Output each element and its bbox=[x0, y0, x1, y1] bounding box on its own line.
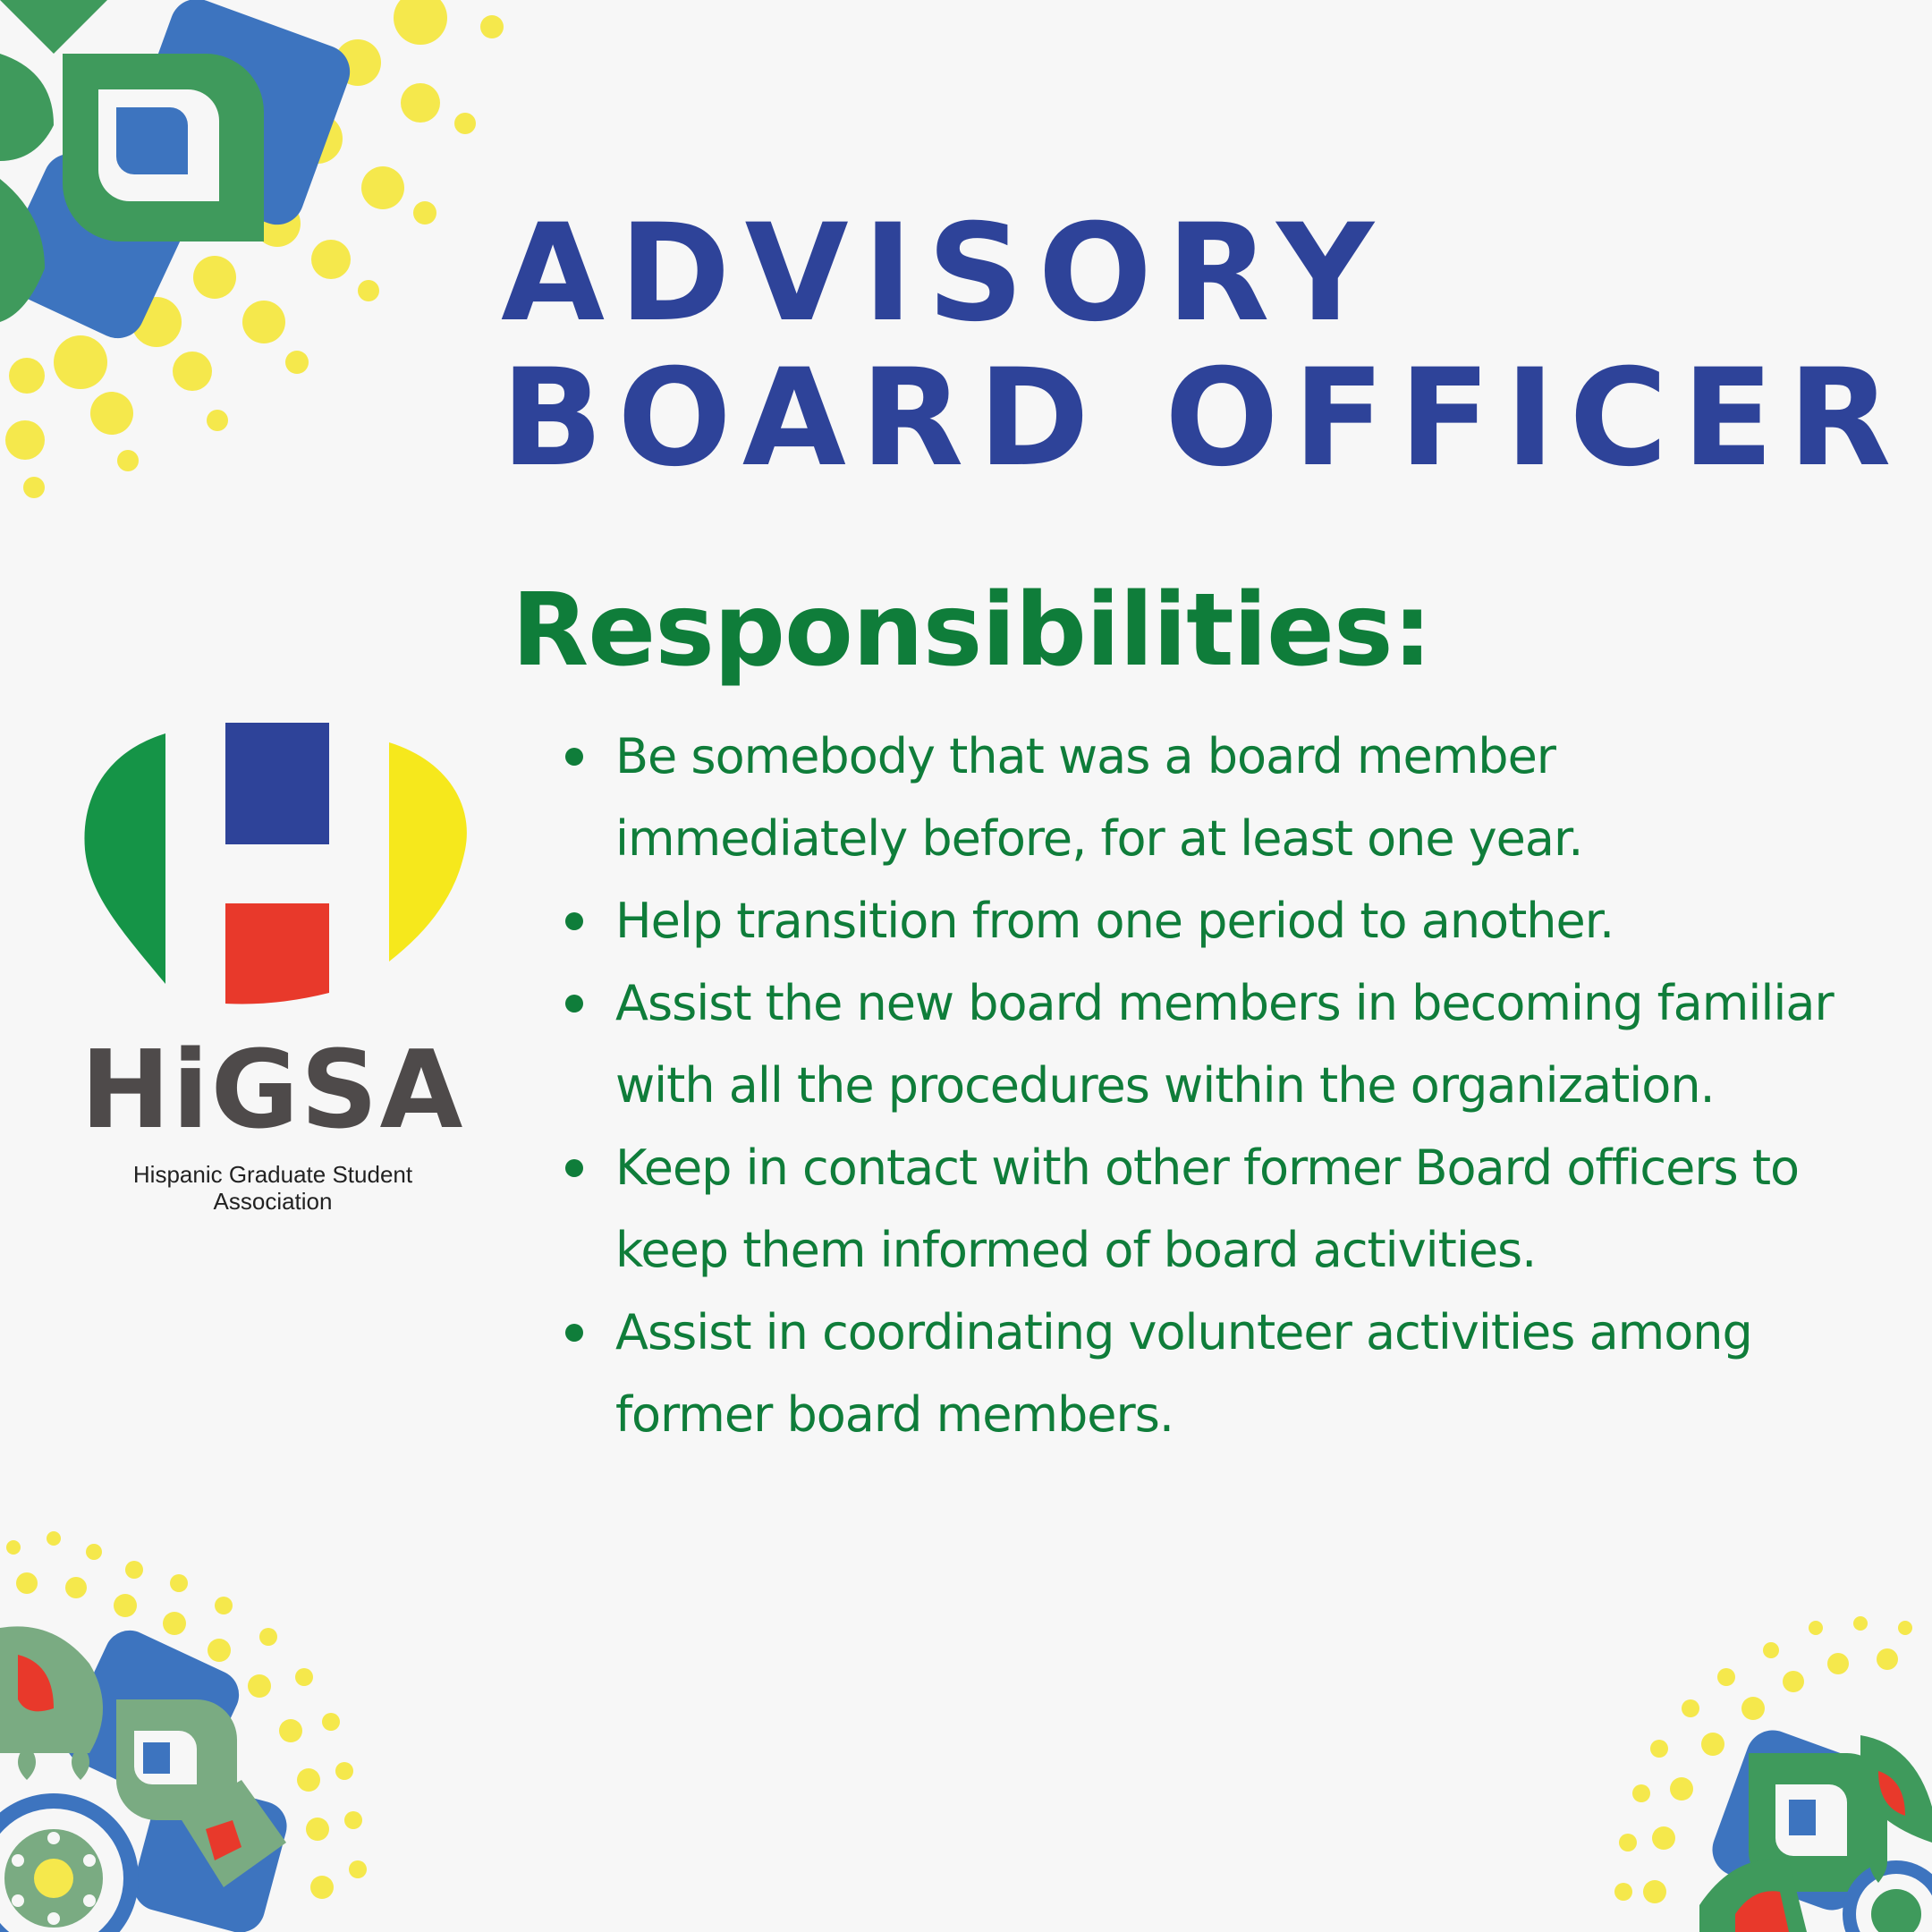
bullet-icon bbox=[565, 1159, 583, 1177]
list-item-text: Help transition from one period to another. bbox=[615, 893, 1614, 949]
list-item-text: Be somebody that was a board member immediately before, for at least one year. bbox=[615, 728, 1583, 867]
bullet-icon bbox=[565, 912, 583, 930]
list-item bbox=[565, 962, 1835, 1127]
title-line-1: ADVISORY bbox=[501, 196, 1388, 352]
responsibilities-heading: Responsibilities: bbox=[512, 572, 1432, 689]
list-item-text: Keep in contact with other former Board officers to keep them informed of board activities. bbox=[615, 1140, 1800, 1278]
page-title bbox=[501, 196, 1906, 496]
corner-decoration-top-left bbox=[0, 0, 537, 519]
list-item bbox=[565, 1292, 1835, 1456]
bullet-icon bbox=[565, 748, 583, 766]
list-item bbox=[565, 880, 1835, 962]
title-line-2: BOARD OFFICER bbox=[501, 341, 1906, 496]
bullet-icon bbox=[565, 1324, 583, 1342]
list-item-text: Assist the new board members in becoming familiar with all the procedures within the organization. bbox=[615, 975, 1834, 1114]
logo-tagline: Hispanic Graduate Student Association bbox=[132, 1161, 413, 1215]
bullet-icon bbox=[565, 995, 583, 1013]
list-item bbox=[565, 716, 1835, 880]
list-item bbox=[565, 1127, 1835, 1292]
responsibilities-list bbox=[565, 716, 1835, 1456]
higsa-logo bbox=[80, 716, 474, 1215]
logo-wordmark: HiGSA bbox=[80, 1029, 465, 1153]
list-item-text: Assist in coordinating volunteer activities among former board members. bbox=[615, 1304, 1752, 1443]
higsa-emblem-icon bbox=[80, 716, 474, 1020]
corner-decoration-bottom-right bbox=[1610, 1610, 1932, 1932]
corner-decoration-bottom-left bbox=[0, 1521, 376, 1932]
